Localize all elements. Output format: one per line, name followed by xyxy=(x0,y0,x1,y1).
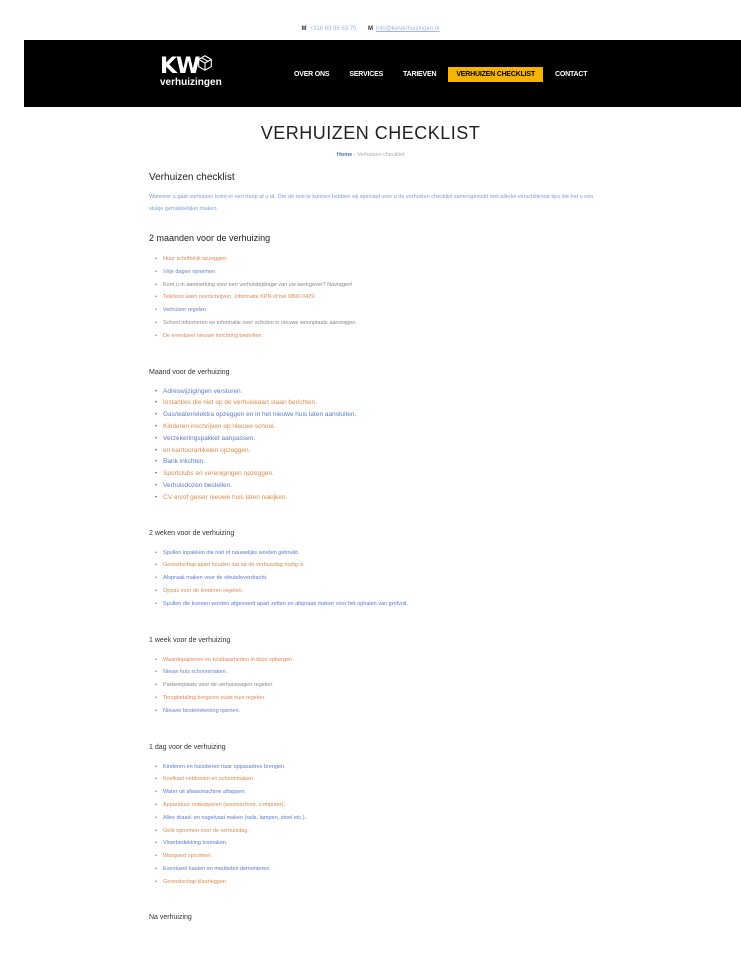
checklist-item: • Water uit afwasmachine aftappen. xyxy=(155,786,599,799)
topbar-contact xyxy=(0,26,741,32)
breadcrumb xyxy=(0,152,741,158)
checklist-1-week xyxy=(149,654,599,718)
checklist-item: • Apparatuur ontkoppelen (wasmachine, computer). xyxy=(155,799,599,812)
checklist-item: • Telefoon laten overschrijven. Informatie KPN of bel 0800-0429. xyxy=(155,291,599,304)
section-title: 2 maanden voor de verhuizing xyxy=(149,233,271,243)
checklist-item: • Vloerbedekking losmaken. xyxy=(155,837,599,850)
checklist-item: • Geld opnemen voor de verhuisdag. xyxy=(155,825,599,838)
section-title-partial: Na verhuizing xyxy=(149,914,192,922)
checklist-item: • School informeren en informatie over scholen in nieuwe woonplaats aanvragen. xyxy=(155,317,599,330)
checklist-item: • Alles draad- en nagelvast maken (rails, lampen, stoel etc.). xyxy=(155,812,599,825)
checklist-item: • Bank inlichten. xyxy=(155,456,599,468)
checklist-item: • Gereedschap klaarleggen. xyxy=(155,876,599,889)
checklist-item: • Eventueel kasten en meubelen demonteren. xyxy=(155,863,599,876)
checklist-item: • Afspraak maken voor de sleuteloverdracht. xyxy=(155,572,599,585)
checklist-maand xyxy=(149,386,599,504)
checklist-item: • Huur schriftelijk opzeggen. xyxy=(155,253,599,266)
checklist-1-dag xyxy=(149,761,599,889)
checklist-item: • Sportclubs en verenigingen opzeggen. xyxy=(155,468,599,480)
nav-item-contact[interactable]: CONTACT xyxy=(554,71,588,78)
checklist-item: • Oppas voor de kinderen regelen. xyxy=(155,585,599,598)
nav-item-tarieven[interactable]: TARIEVEN xyxy=(403,71,437,78)
checklist-item: • Gas/water/elektra opzeggen en in het nieuwe huis laten aansluiten. xyxy=(155,409,599,421)
checklist-item: • Verhuisdozen bestellen. xyxy=(155,480,599,492)
checklist-item: • Parkeerplaats voor de verhuiswagen regelen. xyxy=(155,679,599,692)
checklist-item: • Kom u in aanmerking voor een verhuisbijdrage van uw werkgever? Navragen! xyxy=(155,279,599,292)
breadcrumb-current: Verhuizen checklist xyxy=(357,152,405,158)
checklist-item: • Spullen inpakken die niet of nauwelijks worden gebruikt. xyxy=(155,547,599,560)
nav-item-services[interactable]: SERVICES xyxy=(349,71,384,78)
content-heading: Verhuizen checklist xyxy=(149,172,235,183)
breadcrumb-home[interactable]: Home xyxy=(336,152,353,158)
section-title: 1 week voor de verhuizing xyxy=(149,636,231,644)
checklist-item: • Verhuizer regelen. xyxy=(155,304,599,317)
checklist-item: • Vrije dagen opnemen. xyxy=(155,266,599,279)
phone-label: M xyxy=(301,26,307,32)
nav-item-over-ons[interactable]: OVER ONS xyxy=(294,71,330,78)
phone-number[interactable]: +316 83 96 63 70 xyxy=(309,26,357,32)
brand-logo[interactable] xyxy=(160,54,222,88)
main-navbar xyxy=(24,40,741,107)
checklist-content xyxy=(149,168,599,931)
section-title: 1 dag voor de verhuizing xyxy=(149,743,226,751)
checklist-item: • Spullen die kunnen worden afgevoerd apart zetten en afspraak maken voor het ophalen van grofvuil. xyxy=(155,598,599,611)
brand-name: verhuizingen xyxy=(160,77,222,88)
checklist-item: • Instanties die niet op de verhuiskaart staan berichten. xyxy=(155,397,599,409)
checklist-item: • Waardepapieren en kostbaarheden in kluis opbergen. xyxy=(155,654,599,667)
checklist-item: • Nieuw huis schoonmaken. xyxy=(155,666,599,679)
checklist-2-maanden xyxy=(149,253,599,343)
checklist-item: • Kinderen inschrijven op nieuwe school. xyxy=(155,421,599,433)
nav-item-verhuizen-checklist[interactable]: VERHUIZEN CHECKLIST xyxy=(448,67,543,82)
page-title: VERHUIZEN CHECKLIST xyxy=(260,123,481,143)
checklist-item: • Terugbetaling borgsom oude huis regelen. xyxy=(155,692,599,705)
checklist-item: • Verzekeringspakket aanpassen. xyxy=(155,433,599,445)
intro-paragraph: Wanneer u gaat verhuizen komt er een hoop af u af. Om de rest te kunnen hebben wij speciaal voor u de verhuizen checklist samengesteld met allerlei verschillende tips die het u een stukje gemakkelijker maken. xyxy=(149,194,594,212)
mail-label: M xyxy=(368,26,374,32)
checklist-item: • Wasgoed opruimen. xyxy=(155,850,599,863)
checklist-item: • Koelkast ontdooien en schoonmaken. xyxy=(155,773,599,786)
checklist-item: • Gereedschap apart houden dat op de verhuisdag nodig is. xyxy=(155,559,599,572)
checklist-item: • CV en/of geiser nieuwe huis laten nakijken. xyxy=(155,492,599,504)
checklist-item: • Adreswijzigingen versturen. xyxy=(155,386,599,398)
checklist-item: • Nieuwe bestelrekening openen. xyxy=(155,705,599,718)
brand-mark: KW xyxy=(160,54,200,79)
checklist-item: • Kinderen en huisdieren naar oppasadres brengen. xyxy=(155,761,599,774)
breadcrumb-separator: › xyxy=(353,152,356,158)
main-menu xyxy=(286,67,599,82)
checklist-item: • en kantoorartikelen opzeggen. xyxy=(155,445,599,457)
box-logo-icon xyxy=(196,54,214,72)
checklist-item: • De eventueel nieuwe inrichting bestellen. xyxy=(155,330,599,343)
section-title: Maand voor de verhuizing xyxy=(149,368,230,376)
email-link[interactable]: info@kwverhuizingen.nl xyxy=(376,26,440,32)
section-title: 2 weken voor de verhuizing xyxy=(149,529,235,537)
checklist-2-weken xyxy=(149,547,599,611)
